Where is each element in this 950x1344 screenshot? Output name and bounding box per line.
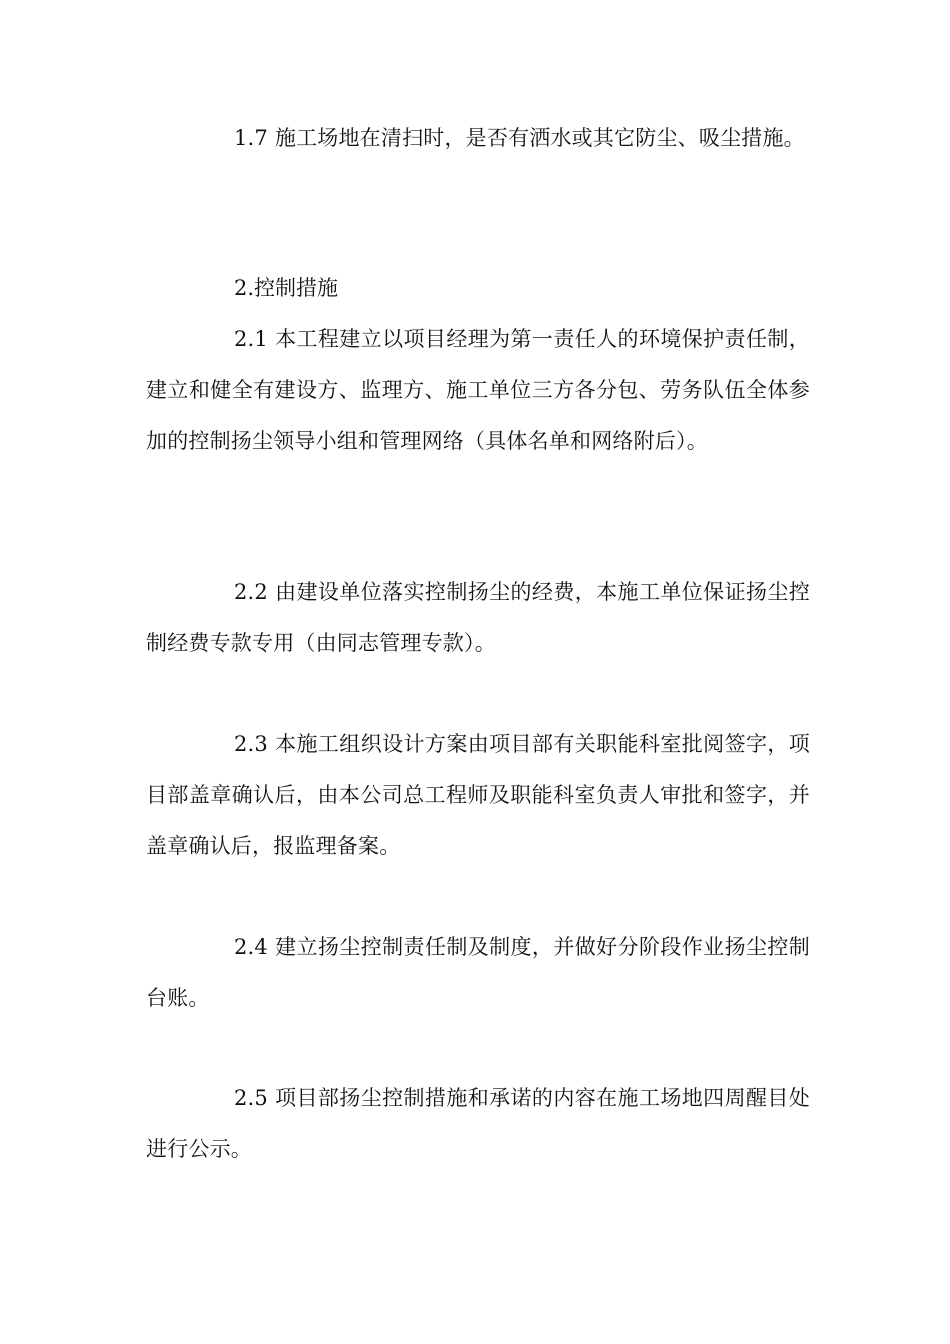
paragraph-2-3: 2.3 本施工组织设计方案由项目部有关职能科室批阅签字，项目部盖章确认后，由本公司总工程师及职能科室负责人审批和签字，并盖章确认后，报监理备案。	[146, 732, 810, 858]
section-heading-2: 2.控制措施	[234, 276, 339, 300]
paragraph-2-5: 2.5 项目部扬尘控制措施和承诺的内容在施工场地四周醒目处进行公示。	[146, 1086, 810, 1161]
paragraph-2-1: 2.1 本工程建立以项目经理为第一责任人的环境保护责任制，建立和健全有建设方、监理方、施工单位三方各分包、劳务队伍全体参加的控制扬尘领导小组和管理网络（具体名单和网络附后）。	[146, 327, 810, 453]
paragraph-2-4: 2.4 建立扬尘控制责任制及制度，并做好分阶段作业扬尘控制台账。	[146, 935, 810, 1010]
paragraph-1-7: 1.7 施工场地在清扫时，是否有洒水或其它防尘、吸尘措施。	[234, 126, 805, 150]
paragraph-2-2: 2.2 由建设单位落实控制扬尘的经费，本施工单位保证扬尘控制经费专款专用（由同志管理专款）。	[146, 580, 810, 655]
